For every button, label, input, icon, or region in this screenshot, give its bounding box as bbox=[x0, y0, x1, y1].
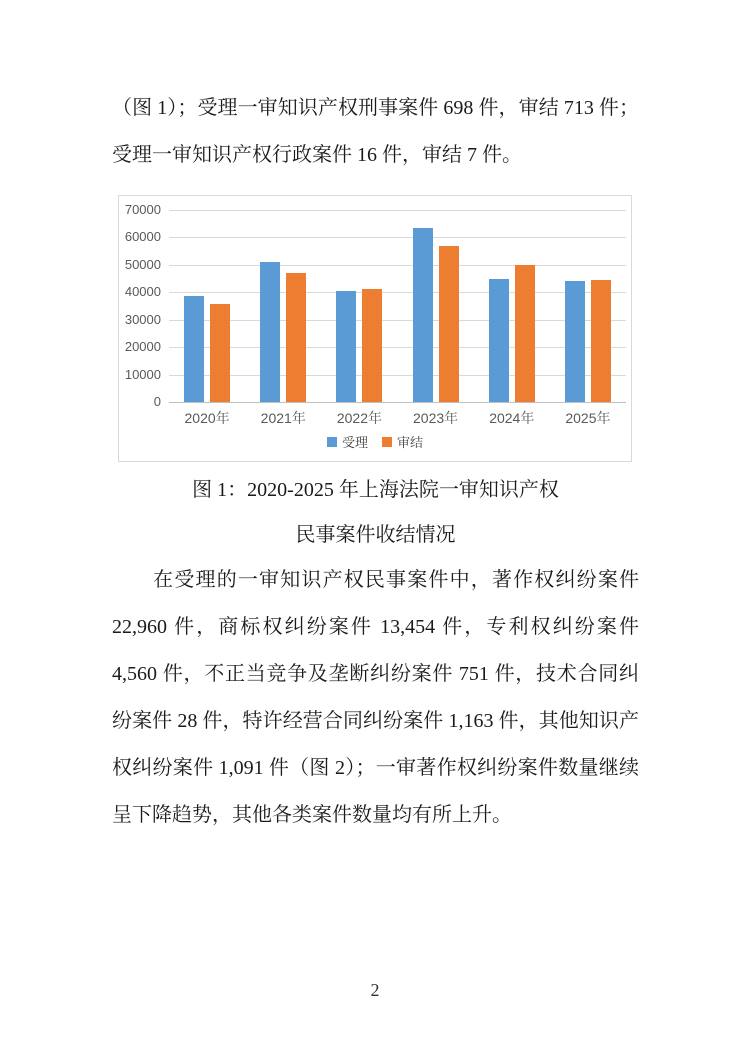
page-number: 2 bbox=[370, 980, 380, 1000]
x-axis-tick-label: 2024年 bbox=[489, 410, 535, 426]
bar-group-2022年 bbox=[321, 210, 397, 402]
bar-group-2023年 bbox=[398, 210, 474, 402]
legend-swatch-icon bbox=[327, 437, 337, 447]
x-axis-tick-label: 2023年 bbox=[413, 410, 459, 426]
bar-受理-2020年 bbox=[184, 296, 204, 402]
bar-受理-2022年 bbox=[336, 291, 356, 402]
y-axis-tick-label: 30000 bbox=[124, 311, 161, 327]
bar-受理-2024年 bbox=[489, 279, 509, 402]
x-axis-labels bbox=[169, 408, 626, 428]
x-axis-tick-label: 2021年 bbox=[260, 410, 306, 426]
bar-group-2025年 bbox=[550, 210, 626, 402]
bar-受理-2025年 bbox=[565, 281, 585, 402]
x-axis-line bbox=[169, 402, 626, 403]
y-axis-labels bbox=[119, 202, 161, 409]
chart-legend bbox=[119, 432, 631, 451]
y-axis-tick-label: 40000 bbox=[124, 284, 161, 300]
x-axis-tick-label: 2020年 bbox=[184, 410, 230, 426]
bar-chart bbox=[118, 195, 632, 462]
bar-group-2021年 bbox=[245, 210, 321, 402]
bar-group-2020年 bbox=[169, 210, 245, 402]
figure-caption-line2: 民事案件收结情况 bbox=[295, 524, 456, 546]
x-axis-tick-label: 2025年 bbox=[565, 410, 611, 426]
bar-groups bbox=[169, 210, 626, 402]
figure-caption-line1: 图 1：2020-2025 年上海法院一审知识产权 bbox=[192, 479, 559, 501]
bar-审结-2020年 bbox=[210, 304, 230, 402]
bar-受理-2021年 bbox=[260, 262, 280, 402]
x-axis-tick-label: 2022年 bbox=[336, 410, 382, 426]
legend-item-受理 bbox=[327, 432, 368, 451]
bar-审结-2023年 bbox=[439, 246, 459, 402]
y-axis-tick-label: 0 bbox=[153, 394, 161, 409]
intro-paragraph: （图 1）；受理一审知识产权刑事案件 698 件，审结 713 件；受理一审知识产权行政案件 16 件，审结 7 件。 bbox=[112, 97, 639, 166]
plot-area bbox=[169, 210, 626, 402]
legend-label: 审结 bbox=[397, 435, 424, 450]
legend-label: 受理 bbox=[341, 435, 368, 450]
bar-受理-2023年 bbox=[413, 228, 433, 402]
y-axis-tick-label: 70000 bbox=[124, 202, 161, 217]
bar-group-2024年 bbox=[474, 210, 550, 402]
bar-审结-2024年 bbox=[515, 265, 535, 402]
bar-审结-2022年 bbox=[362, 289, 382, 402]
legend-item-审结 bbox=[382, 432, 423, 451]
body-paragraph-text: 在受理的一审知识产权民事案件中，著作权纠纷案件 22,960 件，商标权纠纷案件 13,454 件，专利权纠纷案件 4,560 件，不正当竞争及垄断纠纷案件 751 件，技术合同纠纷案件 28 件，特许经营合同纠纷案件 1,163 件，其他知识产权纠纷案件 1,091 件（图 2）；一审著作权纠纷案件数量继续呈下降趋势，其他各类案件数量均有所上升。 bbox=[112, 569, 639, 826]
y-axis-tick-label: 10000 bbox=[124, 366, 161, 382]
body-paragraph bbox=[112, 557, 639, 839]
y-axis-tick-label: 20000 bbox=[124, 339, 161, 355]
y-axis-tick-label: 60000 bbox=[124, 229, 161, 245]
bar-审结-2025年 bbox=[591, 280, 611, 402]
bar-审结-2021年 bbox=[286, 273, 306, 402]
y-axis-tick-label: 50000 bbox=[124, 256, 161, 272]
legend-swatch-icon bbox=[382, 437, 392, 447]
